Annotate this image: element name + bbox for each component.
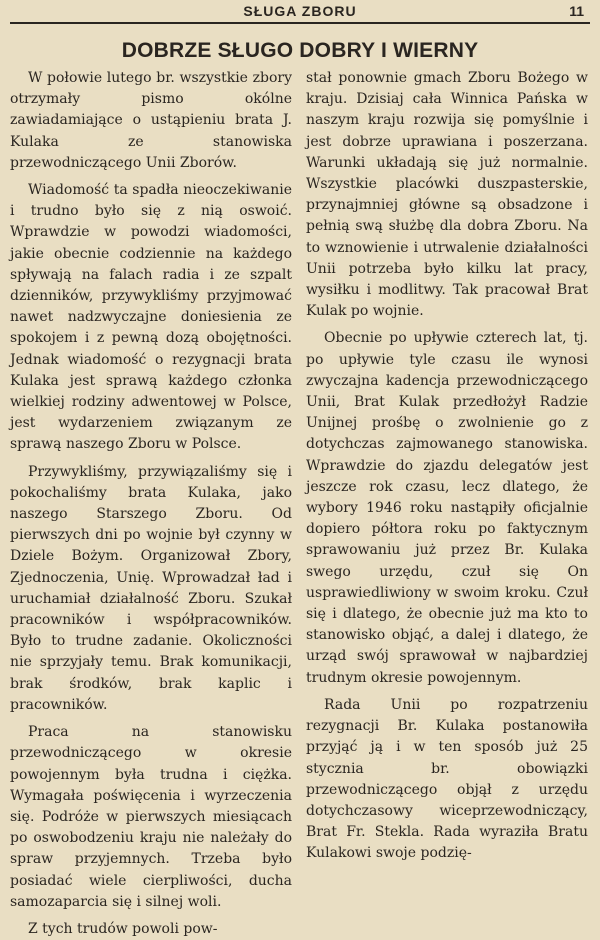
running-header bbox=[0, 0, 600, 24]
page-number: 11 bbox=[569, 3, 584, 19]
paragraph: Wiadomość ta spadła nieoczekiwanie i trudno było się z nią oswoić. Wprawdzie w powodzi wiadomości, jakie obecnie codziennie na każdego spływają na falach radia i ze szpalt dzienników, przywykliśmy przyjmować nawet nadzwyczajne doniesienia ze spokojem i z pewną dozą obojętności. Jednak wiadomość o rezygnacji brata Kulaka jest sprawą każdego członka wielkiej rodziny adwentowej w Polsce, jest wydarzeniem związanym ze sprawą naszego Zboru w Polsce. bbox=[10, 182, 292, 453]
paragraph-continued: stał ponownie gmach Zboru Bożego w kraju. Dzisiaj cała Winnica Pańska w naszym kraju rozwija się pomyślnie i jest dobrze uprawiana i poszerzana. Warunki układają się już normalnie. Wszystkie placówki duszpasterskie, przynajmniej główne są obsadzone i pełnią swą służbę dla dobra Zboru. Na to wznowienie i utrwalenie działalności Unii potrzeba było kilku lat pracy, wysiłku i modlitwy. Tak pracował Brat Kulak po wojnie. bbox=[306, 70, 588, 320]
running-title: SŁUGA ZBORU bbox=[243, 3, 357, 19]
left-column bbox=[10, 68, 292, 937]
paragraph: Z tych trudów powoli pow- bbox=[28, 920, 218, 937]
paragraph: W połowie lutego br. wszystkie zbory otrzymały pismo okólne zawiadamiające o ustąpieniu brata J. Kulaka ze stanowiska przewodniczącego Unii Zborów. bbox=[10, 70, 292, 171]
header-rule bbox=[10, 22, 590, 24]
paragraph: Przywykliśmy, przywiązaliśmy się i pokochaliśmy brata Kulaka, jako naszego Starszego Zboru. Od pierwszych dni po wojnie był czynny w Dziele Bożym. Organizował Zbory, Zjednoczenia, Unię. Wprowadzał ład i uruchamiał działalność Zboru. Szukał pracowników i współpracowników. Było to trudne zadanie. Okoliczności nie sprzyjały temu. Brak komunikacji, brak środków, brak kaplic i pracowników. bbox=[10, 463, 292, 713]
paragraph: Obecnie po upływie czterech lat, tj. po upływie tyle czasu ile wynosi zwyczajna kadencja przewodniczącego Unii, Brat Kulak przedłożył Radzie Unijnej prośbę o zwolnienie go z dotychczas zajmowanego stanowiska. Wprawdzie do zjazdu delegatów jest jeszcze rok czasu, lecz dlatego, że wybory 1946 roku nastąpiły oficjalnie dopiero półtora roku po faktycznym sprawowaniu już przez Br. Kulaka swego urzędu, czuł się On usprawiedliwiony w swoim kroku. Czuł się i dlatego, że obecnie już ma kto to stanowisko objąć, a dalej i dlatego, że urząd swój sprawował w najbardziej trudnym okresie powojennym. bbox=[306, 330, 588, 686]
paragraph: Praca na stanowisku przewodniczącego w okresie powojennym była trudna i ciężka. Wymagała poświęcenia i wyrzeczenia się. Podróże w pierwszych miesiącach po oswobodzeniu kraju nie należały do spraw przyjemnych. Trzeba było posiadać wiele cierpliwości, ducha samozaparcia się i silnej woli. bbox=[10, 724, 292, 910]
article-title: DOBRZE SŁUGO DOBRY I WIERNY bbox=[121, 39, 479, 62]
paragraph: Rada Unii po rozpatrzeniu rezygnacji Br. Kulaka postanowiła przyjąć ją i w ten sposób już 25 stycznia br. obowiązki przewodniczącego objął z urzędu dotychczasowy wiceprzewodniczący, Brat Fr. Stekla. Rada wyraziła Bratu Kulakowi swoje podzię- bbox=[306, 696, 588, 862]
right-column bbox=[306, 68, 588, 913]
